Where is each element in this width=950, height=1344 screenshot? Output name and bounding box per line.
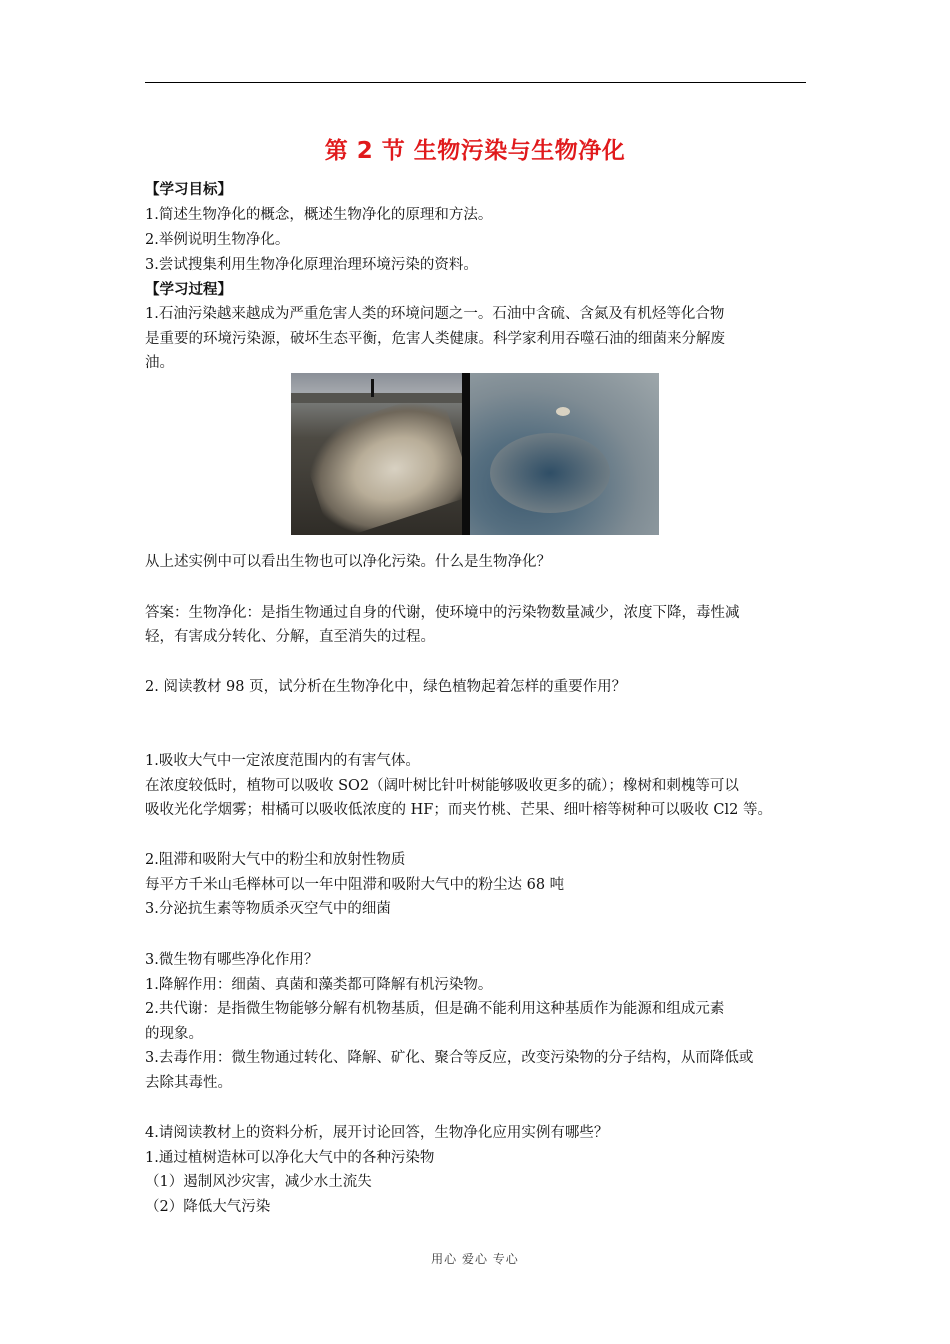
text-line: 的现象。 bbox=[145, 1026, 203, 1042]
text-line: （2）降低大气污染 bbox=[145, 1199, 271, 1215]
text-line: 4.请阅读教材上的资料分析，展开讨论回答，生物净化应用实例有哪些？ bbox=[145, 1125, 609, 1141]
header-rule bbox=[145, 82, 806, 83]
text-line: （1）遏制风沙灾害，减少水土流失 bbox=[145, 1174, 372, 1190]
text-line: 1.简述生物净化的概念，概述生物净化的原理和方法。 bbox=[145, 207, 493, 223]
text-line: 轻，有害成分转化、分解，直至消失的过程。 bbox=[145, 629, 435, 645]
text-line: 答案：生物净化：是指生物通过自身的代谢，使环境中的污染物数量减少，浓度下降，毒性减 bbox=[145, 605, 740, 621]
page-footer: 用心 爱心 专心 bbox=[431, 1252, 519, 1266]
text-line: 3.分泌抗生素等物质杀灭空气中的细菌 bbox=[145, 901, 391, 917]
page-title: 第 2 节 生物污染与生物净化 bbox=[324, 138, 626, 164]
text-line: 吸收光化学烟雾；柑橘可以吸收低浓度的 HF；而夹竹桃、芒果、细叶榕等树种可以吸收 Cl2 等。 bbox=[145, 802, 772, 818]
text-line: 在浓度较低时，植物可以吸收 SO2（阔叶树比针叶树能够吸收更多的硫）；橡树和刺槐等可以 bbox=[145, 778, 739, 794]
text-line: 3.去毒作用：微生物通过转化、降解、矿化、聚合等反应，改变污染物的分子结构，从而降低或 bbox=[145, 1050, 754, 1066]
text-line: 2. 阅读教材 98 页，试分析在生物净化中，绿色植物起着怎样的重要作用？ bbox=[145, 679, 627, 695]
text-line: 3.微生物有哪些净化作用？ bbox=[145, 952, 319, 968]
text-line: 去除其毒性。 bbox=[145, 1075, 232, 1091]
oil-slick-bird-photo bbox=[470, 373, 659, 535]
text-line: 每平方千米山毛榉林可以一年中阻滞和吸附大气中的粉尘达 68 吨 bbox=[145, 877, 565, 893]
text-line: 1.降解作用：细菌、真菌和藻类都可降解有机污染物。 bbox=[145, 977, 493, 993]
text-line: 2.阻滞和吸附大气中的粉尘和放射性物质 bbox=[145, 852, 406, 868]
text-line: 1.石油污染越来越成为严重危害人类的环境问题之一。石油中含硫、含氮及有机烃等化合物 bbox=[145, 306, 725, 322]
text-line: 油。 bbox=[145, 355, 174, 371]
section-heading: 【学习过程】 bbox=[145, 281, 232, 298]
text-line: 从上述实例中可以看出生物也可以净化污染。什么是生物净化？ bbox=[145, 554, 551, 570]
text-line: 2.举例说明生物净化。 bbox=[145, 232, 290, 248]
text-line: 是重要的环境污染源，破坏生态平衡，危害人类健康。科学家利用吞噬石油的细菌来分解废 bbox=[145, 331, 725, 347]
text-line: 3.尝试搜集利用生物净化原理治理环境污染的资料。 bbox=[145, 257, 478, 273]
text-line: 2.共代谢：是指微生物能够分解有机物基质，但是确不能利用这种基质作为能源和组成元素 bbox=[145, 1001, 725, 1017]
dead-fish-shore-photo bbox=[291, 373, 462, 535]
photo-divider bbox=[462, 373, 470, 535]
text-line: 1.吸收大气中一定浓度范围内的有害气体。 bbox=[145, 753, 420, 769]
text-line: 1.通过植树造林可以净化大气中的各种污染物 bbox=[145, 1150, 435, 1166]
section-heading: 【学习目标】 bbox=[145, 181, 232, 198]
oil-pollution-photos bbox=[291, 373, 659, 535]
